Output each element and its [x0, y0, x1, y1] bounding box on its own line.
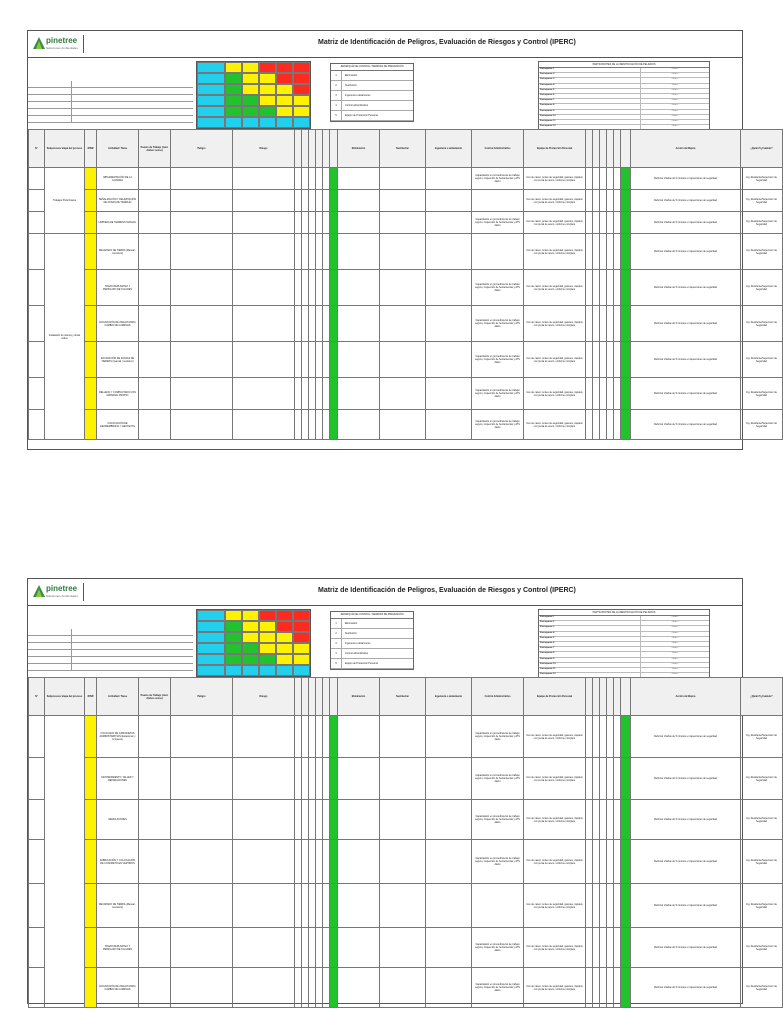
table-row: Trabajos Preliminares IMPLEMENTACIÓN DE LA GUARDIA Capacitación en procedimiento de trabajo seguro, inspección de herramientas y ATS diario Uso de casco, lentes de seguridad, guantes, zapatos con punta de acero, uniforme completo Reforzar charlas de 5 minutos e inspecciones de seguridad Ing. Residente/Supervisor de Seguridad [29, 168, 783, 190]
col-rn: R/NR [85, 130, 97, 168]
control-hierarchy-legend: JERARQUÍA DE CONTROL / MEDIDAS DE PREVENCIÓN 1 Eliminación 2 Sustitución 3 Ingeniería o aislamiento 4 Control administrativo 5 Equipo de Protección Personal [330, 63, 414, 122]
iperc-sheet-1 [27, 30, 777, 450]
pinetree-icon [33, 37, 45, 49]
participants-signature-block: PARTICIPANTES DE LA IDENTIFICACIÓN DE PELIGROS Participante 1 ~ firma ~ Participante 2 ~ firma ~ Participante 3 ~ firma ~ Participante 4 ~ firma ~ Participante 5 ~ firma ~ Participante 6 ~ firma ~ Participante 7 ~ firma ~ Participante 8 ~ firma ~ Participante 9 ~ firma ~ Participante 10 ~ firma ~ Participante 11 ~ firma ~ Participante 12 ~ firma ~ [538, 61, 710, 131]
col-peligro: Peligro [171, 130, 233, 168]
table-row: EXCAVACIÓN DE ZANJAS PARA CAMBIO DE CARRILES Capacitación en procedimiento de trabajo seguro, inspección de herramientas y ATS diario Uso de casco, lentes de seguridad, guantes, zapatos con punta de acero, uniforme completo Reforzar charlas de 5 minutos e inspecciones de seguridad Ing. Residente/Supervisor de Seguridad [29, 968, 783, 1008]
iperc-sheet-2 [27, 578, 777, 1004]
table-row: DEMOLICIONES Capacitación en procedimiento de trabajo seguro, inspección de herramientas y ATS diario Uso de casco, lentes de seguridad, guantes, zapatos con punta de acero, uniforme completo Reforzar charlas de 5 minutos e inspecciones de seguridad Ing. Residente/Supervisor de Seguridad [29, 800, 783, 840]
table-row: LIMPIEZA DE TERRENO MANUAL Capacitación en procedimiento de trabajo seguro, inspección de herramientas y ATS diario Uso de casco, lentes de seguridad, guantes, zapatos con punta de acero, uniforme completo Reforzar charlas de 5 minutos e inspecciones de seguridad Ing. Residente/Supervisor de Seguridad [29, 212, 783, 234]
document-title: Matriz de Identificación de Peligros, Evaluación de Riesgos y Control (IPERC) [318, 39, 576, 46]
info-block [28, 81, 193, 136]
col-epp: Equipo de Protección Personal [524, 130, 586, 168]
table-row: RELLENO Y COMPACTADO CON MATERIAL PROPIO Capacitación en procedimiento de trabajo seguro, inspección de herramientas y ATS diario Uso de casco, lentes de seguridad, guantes, zapatos con punta de acero, uniforme completo Reforzar charlas de 5 minutos e inspecciones de seguridad Ing. Residente/Supervisor de Seguridad [29, 378, 783, 410]
sheet-header [28, 31, 742, 58]
table-row: TRAZO REPLANTEO Y PERFILADO DE TALUDES Capacitación en procedimiento de trabajo seguro, inspección de herramientas y ATS diario Uso de casco, lentes de seguridad, guantes, zapatos con punta de acero, uniforme completo Reforzar charlas de 5 minutos e inspecciones de seguridad Ing. Residente/Supervisor de Seguridad [29, 928, 783, 968]
table-row: DECAPADO DE TIERRA (Manual - mecánico) Uso de casco, lentes de seguridad, guantes, zapatos con punta de acero, uniforme completo Reforzar charlas de 5 minutos e inspecciones de seguridad Ing. Residente/Supervisor de Seguridad [29, 884, 783, 928]
iperc-table-1 [28, 129, 783, 440]
company-name: pinetree [46, 36, 78, 45]
document-title: Matriz de Identificación de Peligros, Evaluación de Riesgos y Control (IPERC) [318, 587, 576, 594]
col-control-admin: Control Administrativo [472, 130, 524, 168]
control-hierarchy-legend: JERARQUÍA DE CONTROL / MEDIDAS DE PREVENCIÓN 1 Eliminación 2 Sustitución 3 Ingeniería o aislamiento 4 Control administrativo 5 Equipo de Protección Personal [330, 611, 414, 670]
table-row: EXCAVACIÓN DE ZANJAS PARA CAMBIO DE CARRILES Capacitación en procedimiento de trabajo seguro, inspección de herramientas y ATS diario Uso de casco, lentes de seguridad, guantes, zapatos con punta de acero, uniforme completo Reforzar charlas de 5 minutos e inspecciones de seguridad Ing. Residente/Supervisor de Seguridad [29, 306, 783, 342]
table-row: Instalación de tubería y obras civiles DECAPADO DE TIERRA (Manual - mecánico) Uso de casco, lentes de seguridad, guantes, zapatos con punta de acero, uniforme completo Reforzar charlas de 5 minutos e inspecciones de seguridad Ing. Residente/Supervisor de Seguridad [29, 234, 783, 270]
iperc-table-2: N° Subproceso/ etapa del proceso R/NR Actividad / Tarea Puesto de Trabajo (cant. Ambos sexos) Peligro Riesgo Eliminación Sustitución Ingeniería o aislamiento Control Administrativo Equipo de Protección Personal Acción de Mejora ¿Quién?/¿Cuándo? COLOCADO DE CAMIONETAS ADMINISTRATIVAS (Estacionar y Limpieza) Capacitación en procedimiento de trabajo seguro, inspección de herramientas y ATS diario Uso de casco, lentes de seguridad, guantes, zapatos con punta de acero, uniforme completo Reforzar charlas de 5 minutos e inspecciones de seguridad Ing. Residente/Supervisor de Seguridad MANTENIMIENTO, TALLER Y REPARACIONES Capacitación en procedimiento de trabajo seguro, inspección de herramientas y ATS diario Uso de casco, lentes de seguridad, guantes, zapatos con punta de acero, uniforme completo Reforzar charlas de 5 minutos e inspecciones de seguridad Ing. Residente/Supervisor de Seguridad DEMOLICIONES Capacitación en procedimiento de trabajo seguro, inspección de herramientas y ATS diario Uso de casco, lentes de seguridad, guantes, zapatos con punta de acero, uniforme completo Reforzar charlas de 5 minutos e inspecciones de seguridad Ing. Residente/Supervisor de Seguridad FABRICACIÓN Y COLOCACIÓN DE CONCRETO EN VERTIDOS Capacitación en procedimiento de trabajo seguro, inspección de herramientas y ATS diario Uso de casco, lentes de seguridad, guantes, zapatos con punta de acero, uniforme completo Reforzar charlas de 5 minutos e inspecciones de seguridad Ing. Residente/Supervisor de Seguridad DECAPADO DE TIERRA (Manual - mecánico) Uso de casco, lentes de seguridad, guantes, zapatos con punta de acero, uniforme completo Reforzar charlas de 5 minutos e inspecciones de seguridad Ing. Residente/Supervisor de Seguridad TRAZO REPLANTEO Y PERFILADO DE TALUDES Capacitación en procedimiento de trabajo seguro, inspección de herramientas y ATS diario Uso de casco, lentes de seguridad, guantes, zapatos con punta de acero, uniforme completo Reforzar charlas de 5 minutos e inspecciones de seguridad Ing. Residente/Supervisor de Seguridad EXCAVACIÓN DE ZANJAS PARA CAMBIO DE CARRILES Capacitación en procedimiento de trabajo seguro, inspección de herramientas y ATS diario Uso de casco, lentes de seguridad, guantes, zapatos con punta de acero, uniforme completo Reforzar charlas de 5 minutos e inspecciones de seguridad Ing. Residente/Supervisor de Seguridad [28, 677, 783, 1008]
table-row: FABRICACIÓN Y COLOCACIÓN DE CONCRETO EN VERTIDOS Capacitación en procedimiento de trabajo seguro, inspección de herramientas y ATS diario Uso de casco, lentes de seguridad, guantes, zapatos con punta de acero, uniforme completo Reforzar charlas de 5 minutos e inspecciones de seguridad Ing. Residente/Supervisor de Seguridad [29, 840, 783, 884]
risk-matrix [196, 609, 311, 677]
info-block [28, 629, 193, 684]
col-riesgo: Riesgo [233, 130, 295, 168]
col-n: N° [29, 130, 45, 168]
risk-matrix [196, 61, 311, 129]
col-eliminacion: Eliminación [338, 130, 380, 168]
col-quien: ¿Quién?/¿Cuándo? [741, 130, 783, 168]
table-row: MANTENIMIENTO, TALLER Y REPARACIONES Capacitación en procedimiento de trabajo seguro, inspección de herramientas y ATS diario Uso de casco, lentes de seguridad, guantes, zapatos con punta de acero, uniforme completo Reforzar charlas de 5 minutos e inspecciones de seguridad Ing. Residente/Supervisor de Seguridad [29, 758, 783, 800]
col-actividad: Actividad / Tarea [97, 130, 139, 168]
col-proceso: Subproceso/ etapa del proceso [45, 130, 85, 168]
table-row: SEÑALIZACIÓN Y DELIMITACIÓN DE ZONAS DE TRABAJO Uso de casco, lentes de seguridad, guantes, zapatos con punta de acero, uniforme completo Reforzar charlas de 5 minutos e inspecciones de seguridad Ing. Residente/Supervisor de Seguridad [29, 190, 783, 212]
table-body-2 [29, 716, 783, 1008]
pinetree-icon [33, 585, 45, 597]
sheet-header [28, 579, 742, 606]
col-sustitucion: Sustitución [380, 130, 426, 168]
company-logo [31, 35, 84, 53]
table-row: TRAZO REPLANTEO Y PERFILADO DE TALUDES Capacitación en procedimiento de trabajo seguro, inspección de herramientas y ATS diario Uso de casco, lentes de seguridad, guantes, zapatos con punta de acero, uniforme completo Reforzar charlas de 5 minutos e inspecciones de seguridad Ing. Residente/Supervisor de Seguridad [29, 270, 783, 306]
table-body-1 [29, 168, 783, 440]
table-row: COLOCADO DE CAMIONETAS ADMINISTRATIVAS (Estacionar y Limpieza) Capacitación en procedimiento de trabajo seguro, inspección de herramientas y ATS diario Uso de casco, lentes de seguridad, guantes, zapatos con punta de acero, uniforme completo Reforzar charlas de 5 minutos e inspecciones de seguridad Ing. Residente/Supervisor de Seguridad [29, 716, 783, 758]
participants-signature-block: PARTICIPANTES DE LA IDENTIFICACIÓN DE PELIGROS Participante 1 ~ firma ~ Participante 2 ~ firma ~ Participante 3 ~ firma ~ Participante 4 ~ firma ~ Participante 5 ~ firma ~ Participante 6 ~ firma ~ Participante 7 ~ firma ~ Participante 8 ~ firma ~ Participante 9 ~ firma ~ Participante 10 ~ firma ~ Participante 11 ~ firma ~ Participante 12 ~ firma ~ [538, 609, 710, 679]
company-tagline: Soluciones Ambientales [46, 46, 78, 50]
company-tagline: Soluciones Ambientales [46, 594, 78, 598]
company-name: pinetree [46, 584, 78, 593]
col-accion: Acción de Mejora [631, 130, 741, 168]
table-row: EXCAVACIÓN DE ZANJAS DE TIERRAS (manual, mecánico) Capacitación en procedimiento de trabajo seguro, inspección de herramientas y ATS diario Uso de casco, lentes de seguridad, guantes, zapatos con punta de acero, uniforme completo Reforzar charlas de 5 minutos e inspecciones de seguridad Ing. Residente/Supervisor de Seguridad [29, 342, 783, 378]
col-puesto: Puesto de Trabajo (cant. Ambos sexos) [139, 130, 171, 168]
table-row: COLOCACIÓN DE GEOMEMBRANA Y GEOTEXTIL Capacitación en procedimiento de trabajo seguro, inspección de herramientas y ATS diario Uso de casco, lentes de seguridad, guantes, zapatos con punta de acero, uniforme completo Reforzar charlas de 5 minutos e inspecciones de seguridad Ing. Residente/Supervisor de Seguridad [29, 410, 783, 440]
company-logo [31, 583, 84, 601]
col-ingenieria: Ingeniería o aislamiento [426, 130, 472, 168]
